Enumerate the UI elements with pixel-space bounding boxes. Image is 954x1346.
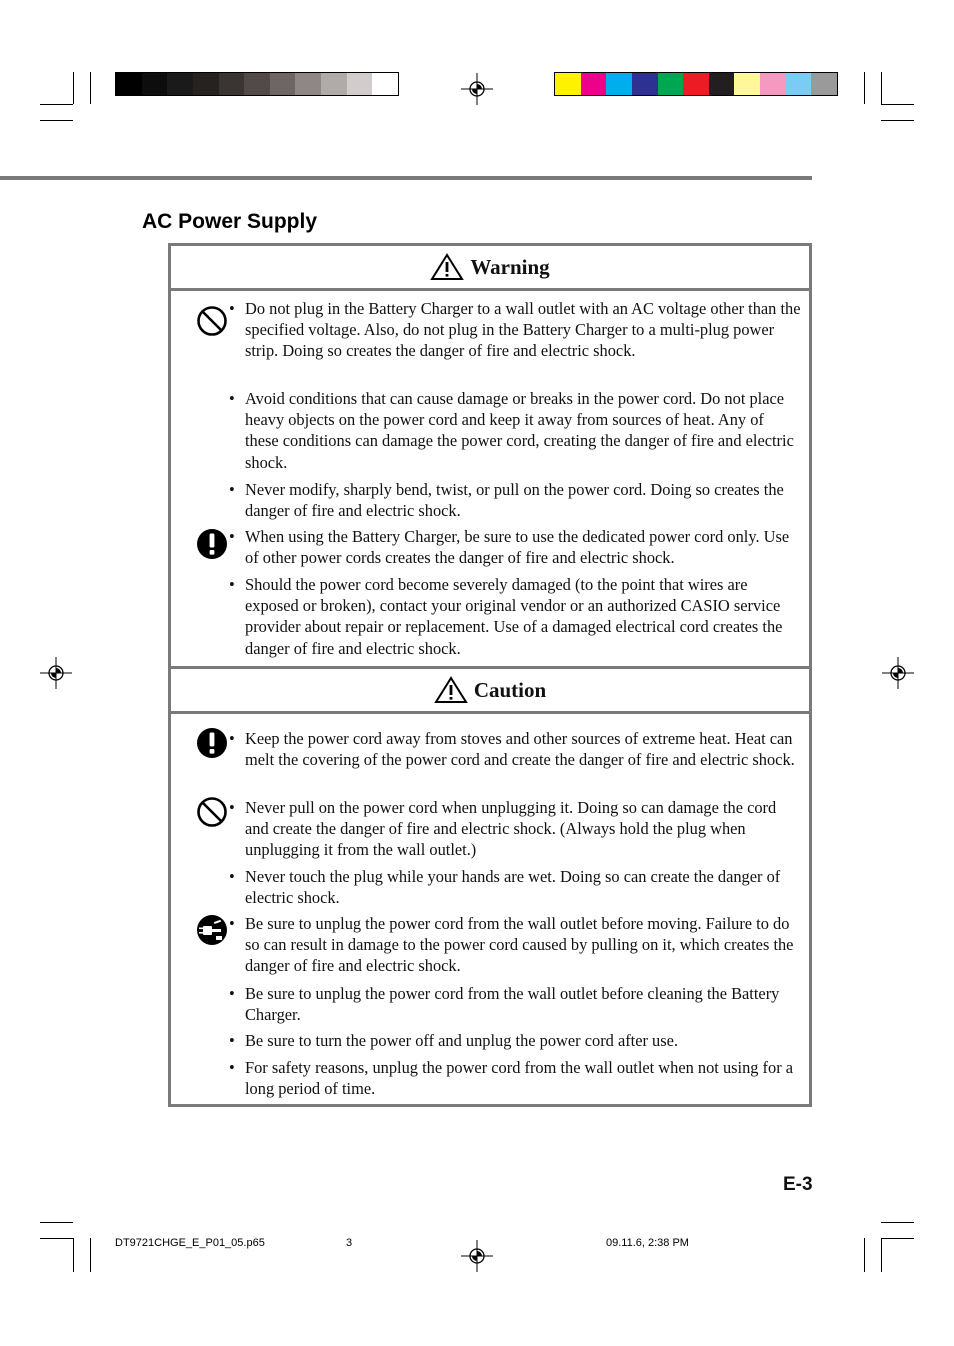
bullet: • xyxy=(229,299,235,318)
footer-filename: DT9721CHGE_E_P01_05.p65 xyxy=(115,1237,265,1249)
exclamation-icon xyxy=(195,726,229,760)
list-item-text: Never touch the plug while your hands are wet. Doing so can create the danger of electric shock. xyxy=(245,867,781,908)
registration-mark-icon xyxy=(882,657,914,689)
list-item xyxy=(229,388,801,473)
caution-header xyxy=(171,669,809,714)
list-item xyxy=(229,526,801,568)
crop-mark xyxy=(881,1238,882,1272)
gray-swatch xyxy=(219,73,245,95)
list-item-text: Never pull on the power cord when unplugging it. Doing so can damage the cord and create the danger of fire and electric shock. (Always hold the plug when unplugging it from the wall outlet.) xyxy=(245,798,777,860)
color-swatch xyxy=(658,73,684,95)
section-title: AC Power Supply xyxy=(142,210,318,233)
warning-triangle-icon xyxy=(434,676,468,704)
gray-swatch xyxy=(167,73,193,95)
color-swatch xyxy=(606,73,632,95)
list-item xyxy=(229,574,801,659)
list-item xyxy=(229,913,801,977)
registration-mark-icon xyxy=(40,657,72,689)
crop-mark xyxy=(73,72,74,104)
list-item-text: Do not plug in the Battery Charger to a wall outlet with an AC voltage other than the specified voltage. Also, do not plug in the Battery Charger to a multi-plug power strip. Doing so creates the danger of fire and electric shock. xyxy=(245,299,801,361)
color-swatch xyxy=(709,73,735,95)
header-rule xyxy=(0,176,812,180)
gray-swatch xyxy=(142,73,168,95)
exclamation-icon xyxy=(195,527,229,561)
grayscale-calibration-bar xyxy=(115,72,399,96)
list-item-text: Should the power cord become severely damaged (to the point that wires are exposed or broken), contact your original vendor or an authorized CASIO service provider about repair or replacement. Use of a damaged electrical cord creates the danger of fire and electric shock. xyxy=(245,575,783,658)
warning-box xyxy=(168,243,812,669)
list-item xyxy=(229,866,801,908)
bullet: • xyxy=(229,389,235,408)
crop-mark xyxy=(881,72,882,104)
color-swatch xyxy=(581,73,607,95)
color-swatch xyxy=(555,73,581,95)
prohibition-icon xyxy=(195,304,229,338)
gray-swatch xyxy=(193,73,219,95)
crop-mark xyxy=(881,1222,914,1223)
list-item-text: Keep the power cord away from stoves and other sources of extreme heat. Heat can melt the covering of the power cord and create the danger of fire and electric shock. xyxy=(245,729,795,770)
list-item xyxy=(229,983,801,1025)
crop-mark xyxy=(90,1238,91,1272)
crop-mark xyxy=(40,1238,73,1239)
crop-mark xyxy=(864,1238,865,1272)
caution-box xyxy=(168,666,812,1107)
list-item xyxy=(229,797,801,861)
crop-mark xyxy=(881,104,914,105)
registration-mark-icon xyxy=(461,1240,493,1272)
warning-triangle-icon xyxy=(430,253,464,281)
list-item-text: Be sure to unplug the power cord from the wall outlet before moving. Failure to do so can result in damage to the power cord caused by pulling on it, which creates the danger of fire and electric shock. xyxy=(245,914,794,976)
crop-mark xyxy=(40,104,73,105)
color-calibration-bar xyxy=(554,72,838,96)
gray-swatch xyxy=(116,73,142,95)
bullet: • xyxy=(229,527,235,546)
list-item-text: When using the Battery Charger, be sure to use the dedicated power cord only. Use of other power cords creates the danger of fire and electric shock. xyxy=(245,527,790,568)
list-item xyxy=(229,728,801,770)
page-number: E-3 xyxy=(783,1174,813,1195)
gray-swatch xyxy=(321,73,347,95)
gray-swatch xyxy=(244,73,270,95)
list-item xyxy=(229,1030,801,1051)
gray-swatch xyxy=(270,73,296,95)
bullet: • xyxy=(229,914,235,933)
crop-mark xyxy=(881,120,914,121)
gray-swatch xyxy=(347,73,373,95)
list-item-text: For safety reasons, unplug the power cord from the wall outlet when not using for a long period of time. xyxy=(245,1058,794,1099)
color-swatch xyxy=(786,73,812,95)
color-swatch xyxy=(632,73,658,95)
footer-page: 3 xyxy=(346,1237,353,1249)
unplug-icon xyxy=(195,913,229,947)
list-item xyxy=(229,1057,801,1099)
caution-heading: Caution xyxy=(473,677,547,702)
list-item xyxy=(229,479,801,521)
list-item-text: Be sure to turn the power off and unplug the power cord after use. xyxy=(245,1031,679,1050)
bullet: • xyxy=(229,480,235,499)
warning-header xyxy=(171,246,809,291)
bullet: • xyxy=(229,1058,235,1077)
bullet: • xyxy=(229,867,235,886)
footer-date: 09.11.6, 2:38 PM xyxy=(606,1237,689,1249)
list-item-text: Avoid conditions that can cause damage or breaks in the power cord. Do not place heavy objects on the power cord and keep it away from sources of heat. Any of these conditions can damage the power cord, creating the danger of fire and electric shock. xyxy=(245,389,794,472)
bullet: • xyxy=(229,729,235,748)
bullet: • xyxy=(229,575,235,594)
list-item xyxy=(229,298,801,362)
prohibition-icon xyxy=(195,795,229,829)
crop-mark xyxy=(881,1238,914,1239)
crop-mark xyxy=(40,1222,73,1223)
bullet: • xyxy=(229,1031,235,1050)
color-swatch xyxy=(811,73,837,95)
gray-swatch xyxy=(295,73,321,95)
warning-heading: Warning xyxy=(470,254,550,279)
crop-mark xyxy=(90,72,91,104)
gray-swatch xyxy=(372,73,398,95)
color-swatch xyxy=(734,73,760,95)
list-item-text: Never modify, sharply bend, twist, or pull on the power cord. Doing so creates the danger of fire and electric shock. xyxy=(245,480,784,521)
crop-mark xyxy=(864,72,865,104)
registration-mark-icon xyxy=(461,73,493,105)
crop-mark xyxy=(40,120,73,121)
list-item-text: Be sure to unplug the power cord from the wall outlet before cleaning the Battery Charger. xyxy=(245,984,780,1025)
color-swatch xyxy=(760,73,786,95)
color-swatch xyxy=(683,73,709,95)
bullet: • xyxy=(229,984,235,1003)
bullet: • xyxy=(229,798,235,817)
crop-mark xyxy=(73,1238,74,1272)
